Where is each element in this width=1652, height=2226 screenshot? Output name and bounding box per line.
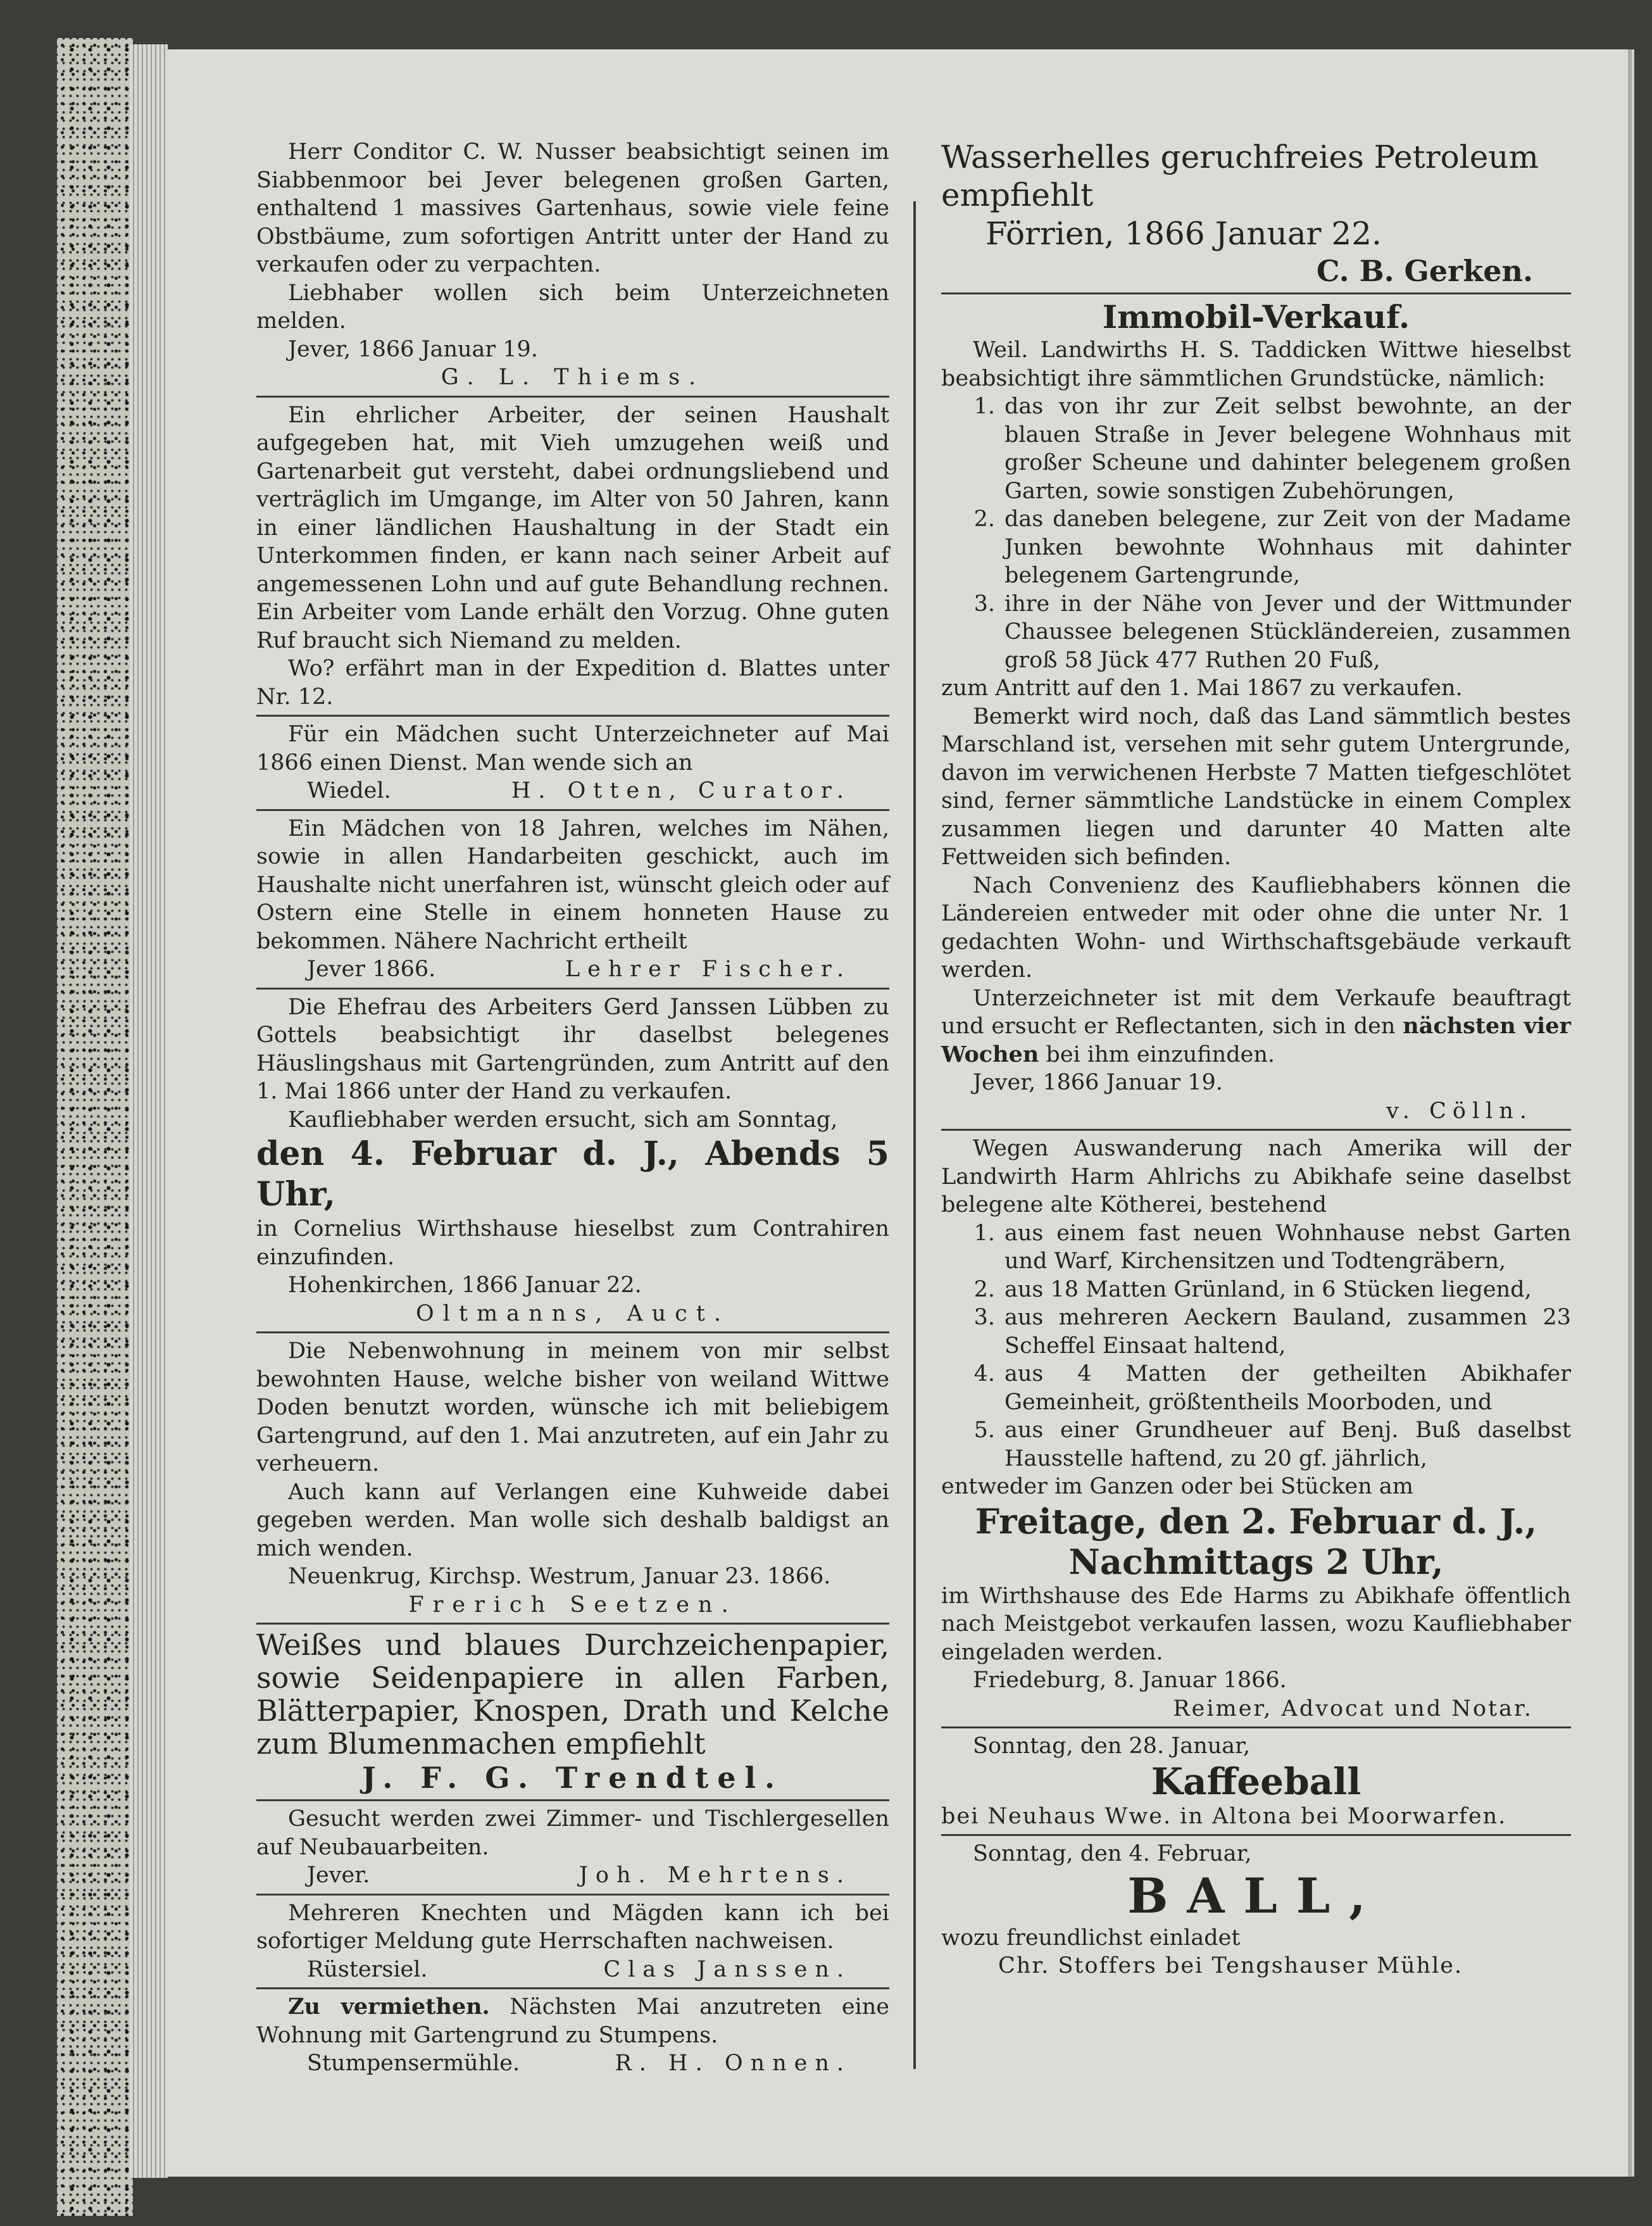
ad-title: BALL,	[1127, 1867, 1385, 1924]
ad-place-date: Neuenkrug, Kirchsp. Westrum, Januar 23. 1866.	[288, 1564, 831, 1589]
ad-text: Ein Mädchen von 18 Jahren, welches im Nähen, sowie in allen Handarbeiten geschickt, auch im Haushalte nicht unerfahren ist, wünscht gleich oder auf Ostern eine Stelle in einem honneten Hause zu bekommen. Nähere Nachricht ertheilt	[256, 815, 889, 954]
ad-text: Ein ehrlicher Arbeiter, der seinen Haushalt aufgegeben hat, mit Vieh umzugehen weiß und Gartenarbeit gut versteht, dabei ordnungsliebend und verträglich im Umgange, im Alter von 50 Jahren, kann in einer ländlichen Haushaltung in der Stadt ein Unterkommen finden, er kann nach seiner Arbeit auf angemessenen Lohn und auf gute Behandlung rechnen. Ein Arbeiter vom Lande erhält den Vorzug. Ohne guten Ruf braucht sich Niemand zu melden.	[256, 402, 889, 653]
ad-signature-row	[256, 777, 889, 805]
divider	[256, 1331, 889, 1333]
ad-servants	[256, 1899, 889, 1984]
list-item-text: aus 4 Matten der getheilten Abikhafer Gemeinheit, größtentheils Moorboden, und	[1004, 1361, 1571, 1415]
ad-ball	[941, 1840, 1571, 1980]
ad-text: Wo? erfährt man in der Expedition d. Blattes unter Nr. 12.	[256, 656, 889, 710]
ad-signature: R. H. Onnen.	[615, 2051, 851, 2076]
ad-text: Auch kann auf Verlangen eine Kuhweide dabei gegeben werden. Man wolle sich deshalb baldigst an mich wenden.	[256, 1479, 889, 1561]
ad-title: Kaffeeball	[1151, 1759, 1361, 1803]
list-item-number: 1.	[973, 1220, 995, 1246]
ad-text-span: bei ihm einzufinden.	[1046, 1041, 1275, 1067]
list-item	[941, 1219, 1571, 1276]
ad-immobil-verkauf	[941, 298, 1571, 1125]
ad-place: Stumpensermühle.	[307, 2051, 520, 2076]
ad-signature: G. L. Thiems.	[441, 365, 705, 390]
list-item	[941, 505, 1571, 590]
ad-place: Jever.	[307, 1863, 370, 1888]
divider	[941, 1129, 1571, 1131]
divider	[256, 396, 889, 398]
list-item-text: das von ihr zur Zeit selbst bewohnte, an der blauen Straße in Jever belegene Wohnhaus mit großer Scheune und dahinter belegenem großen Garten, sowie sonstigen Zubehörungen,	[1004, 394, 1571, 504]
divider	[256, 715, 889, 717]
list-item-number: 3.	[973, 1305, 995, 1330]
ad-text: im Wirthshause des Ede Harms zu Abikhafe öffentlich nach Meistgebot verkaufen lassen, wozu Kaufliebhaber eingeladen werden.	[941, 1583, 1571, 1665]
ad-text: Kaufliebhaber werden ersucht, sich am Sonntag,	[288, 1107, 838, 1133]
item-list	[941, 393, 1571, 674]
ad-signature: Lehrer Fischer.	[565, 957, 851, 982]
ad-nusser-garden	[256, 138, 889, 392]
list-item-text: das daneben belegene, zur Zeit von der Madame Junken bewohnte Wohnhaus mit dahinter belegenem Gartengrunde,	[1004, 506, 1571, 588]
list-item	[941, 1360, 1571, 1416]
ad-date-bold: den 4. Februar d. J., Abends 5 Uhr,	[256, 1135, 889, 1214]
list-item	[941, 590, 1571, 675]
ad-signature-row	[256, 1861, 889, 1890]
ad-text: wozu freundlichst einladet	[941, 1925, 1241, 1951]
ad-text-large: Weißes und blaues Durchzeichenpapier, sowie Seidenpapiere in allen Farben, Blätterpapier, Knospen, Drath und Kelche zum Blumenmachen empfiehlt	[256, 1628, 889, 1761]
item-list	[941, 1219, 1571, 1473]
ad-place: Wiedel.	[307, 778, 391, 803]
ad-text: Die Nebenwohnung in meinem von mir selbst bewohnten Hause, welche bisher von weiland Wittwe Doden benutzt worden, wünsche ich mit beliebigem Gartengrund, auf den 1. Mai anzutreten, auf ein Jahr zu verheuern.	[256, 1338, 889, 1476]
ad-place-date: Friedeburg, 8. Januar 1866.	[973, 1668, 1287, 1693]
ad-text: bei Neuhaus Wwe. in Altona bei Moorwarfen.	[941, 1803, 1507, 1829]
ad-text: in Cornelius Wirthshause hieselbst zum Contrahiren einzufinden.	[256, 1216, 889, 1270]
ad-text: entweder im Ganzen oder bei Stücken am	[941, 1474, 1413, 1499]
ad-text: Wegen Auswanderung nach Amerika will der Landwirth Harm Ahlrichs zu Abikhafe seine daselbst belegene alte Kötherei, bestehend	[941, 1136, 1571, 1217]
ad-girl-position	[256, 815, 889, 984]
ad-signature-row	[256, 955, 889, 984]
ad-place-date: Hohenkirchen, 1866 Januar 22.	[288, 1273, 642, 1298]
ad-text-bold: nächsten vier Wochen	[941, 1013, 1571, 1067]
list-item	[941, 1416, 1571, 1473]
list-item-number: 2.	[973, 506, 995, 532]
ad-text: Liebhaber wollen sich beim Unterzeichneten melden.	[256, 280, 889, 334]
ad-text	[256, 1993, 889, 2049]
ad-date: Sonntag, den 4. Februar,	[973, 1841, 1252, 1866]
ad-heading: Immobil-Verkauf.	[1102, 298, 1410, 336]
right-column	[941, 138, 1571, 1980]
ad-text: zum Antritt auf den 1. Mai 1867 zu verkaufen.	[941, 676, 1463, 701]
divider	[256, 1987, 889, 1989]
list-item	[941, 1276, 1571, 1304]
ad-text: Nach Convenienz des Kaufliebhabers können die Ländereien entweder mit oder ohne die unter Nr. 1 gedachten Wohn- und Wirthschaftsgebäude verkauft werden.	[941, 872, 1571, 983]
ad-signature: Oltmanns, Auct.	[416, 1300, 730, 1326]
list-item-number: 2.	[973, 1276, 995, 1302]
list-item-text: aus einer Grundheuer auf Benj. Buß daselbst Hausstelle haftend, zu 20 gf. jährlich,	[1004, 1418, 1571, 1471]
ad-heading: Zu vermiethen.	[288, 1994, 490, 2020]
list-item-number: 3.	[973, 591, 995, 617]
divider	[256, 809, 889, 811]
divider	[941, 1726, 1571, 1728]
ad-date: Sonntag, den 28. Januar,	[973, 1733, 1251, 1759]
ad-girl-service	[256, 720, 889, 805]
divider	[256, 1623, 889, 1625]
ad-time-bold: Nachmittags 2 Uhr,	[1068, 1541, 1444, 1582]
ad-text-span: Nächsten Mai anzutreten eine Wohnung mit Gartengrund zu Stumpens.	[256, 1994, 889, 2048]
list-item-text: aus einem fast neuen Wohnhause nebst Garten und Warf, Kirchensitzen und Todtengräbern,	[1004, 1220, 1571, 1274]
ad-text-large: Wasserhelles geruchfreies Petroleum empfiehlt	[941, 139, 1539, 213]
ad-kaffeeball	[941, 1732, 1571, 1830]
ad-worker-wanted	[256, 401, 889, 712]
ad-text: Bemerkt wird noch, daß das Land sämmtlich bestes Marschland ist, versehen mit sehr gutem Untergrunde, davon im verwichenen Herbste 7 Matten tiefgeschlötet sind, ferner sämmtliche Landstücke in einem Complex zusammen liegen und darunter 40 Matten alte Fettweiden sich befinden.	[941, 703, 1571, 870]
divider	[941, 292, 1571, 294]
ad-text: Die Ehefrau des Arbeiters Gerd Janssen Lübben zu Gottels beabsichtigt ihr daselbst belegenes Häuslingshaus mit Gartengründen, zum Antritt auf den 1. Mai 1866 unter der Hand zu verkaufen.	[256, 994, 889, 1104]
ad-house-sale-gottels	[256, 993, 889, 1328]
ad-place: Rüstersiel.	[307, 1956, 428, 1982]
ad-text: Weil. Landwirths H. S. Taddicken Wittwe hieselbst beabsichtigt ihre sämmtlichen Grundstücke, nämlich:	[941, 337, 1571, 391]
ad-signature: C. B. Gerken.	[1316, 254, 1533, 288]
ad-to-rent	[256, 1993, 889, 2078]
list-item-number: 4.	[973, 1361, 995, 1387]
list-item-number: 1.	[973, 394, 995, 419]
ad-text	[941, 984, 1571, 1069]
left-column	[256, 138, 889, 2078]
ad-signature: Clas Janssen.	[603, 1956, 851, 1982]
column-divider	[913, 201, 916, 2069]
ad-signature: Reimer, Advocat und Notar.	[1173, 1695, 1533, 1721]
ad-petroleum	[941, 138, 1571, 289]
page-stack-edge	[130, 44, 168, 2178]
ad-emigration-sale	[941, 1135, 1571, 1723]
ad-text: Herr Conditor C. W. Nusser beabsichtigt seinen im Siabbenmoor bei Jever belegenen großen Garten, enthaltend 1 massives Gartenhaus, sowie viele feine Obstbäume, zum sofortigen Antritt unter der Hand zu verkaufen oder zu verpachten.	[256, 139, 889, 277]
ad-place-date: Förrien, 1866 Januar 22.	[986, 215, 1382, 252]
ad-signature: J. F. G. Trendtel.	[362, 1761, 784, 1795]
ad-signature: Frerich Seetzen.	[408, 1592, 737, 1618]
ad-paper-shop	[256, 1628, 889, 1795]
ad-signature: Joh. Mehrtens.	[579, 1863, 851, 1888]
ad-place-date: Jever, 1866 Januar 19.	[288, 336, 538, 362]
ad-text: Mehreren Knechten und Mägden kann ich bei sofortiger Meldung gute Herrschaften nachweisen.	[256, 1900, 889, 1954]
ad-signature: Chr. Stoffers bei Tengshauser Mühle.	[998, 1953, 1463, 1978]
ad-carpenters-wanted	[256, 1805, 889, 1890]
ad-date-bold: Freitage, den 2. Februar d. J.,	[975, 1500, 1537, 1542]
ad-signature-row	[256, 2049, 889, 2078]
ad-signature-row	[256, 1956, 889, 1984]
divider	[941, 1834, 1571, 1836]
list-item	[941, 393, 1571, 505]
ad-text: Gesucht werden zwei Zimmer- und Tischlergesellen auf Neubauarbeiten.	[256, 1806, 889, 1860]
ad-place: Jever 1866.	[307, 957, 436, 982]
ad-text: Für ein Mädchen sucht Unterzeichneter auf Mai 1866 einen Dienst. Man wende sich an	[256, 722, 889, 776]
book-edge-speckle	[57, 38, 133, 2216]
list-item-text: aus mehreren Aeckern Bauland, zusammen 23 Scheffel Einsaat haltend,	[1004, 1305, 1571, 1359]
divider	[256, 988, 889, 990]
divider	[256, 1894, 889, 1896]
newspaper-page	[166, 49, 1628, 2177]
ad-place-date: Jever, 1866 Januar 19.	[973, 1070, 1223, 1095]
ad-signature: v. Cölln.	[1386, 1098, 1533, 1124]
list-item-number: 5.	[973, 1418, 995, 1443]
list-item-text: aus 18 Matten Grünland, in 6 Stücken liegend,	[1004, 1276, 1532, 1302]
ad-signature: H. Otten, Curator.	[511, 778, 851, 803]
ad-apartment-rent	[256, 1337, 889, 1619]
list-item-text: ihre in der Nähe von Jever und der Wittmunder Chaussee belegenen Stückländereien, zusammen groß 58 Jück 477 Ruthen 20 Fuß,	[1004, 591, 1571, 673]
ad-text-span: Unterzeichneter ist mit dem Verkaufe beauftragt und ersucht er Reflectanten, sich in den	[941, 985, 1571, 1039]
list-item	[941, 1304, 1571, 1360]
divider	[256, 1799, 889, 1801]
